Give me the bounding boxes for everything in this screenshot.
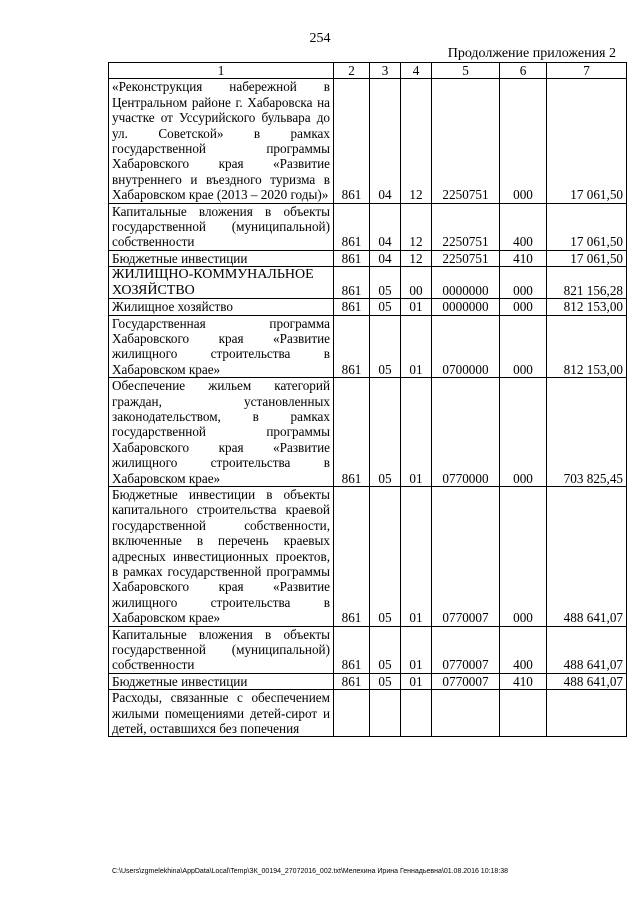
row-type: 410: [500, 250, 547, 266]
row-amount: 488 641,07: [547, 673, 627, 689]
row-type: 000: [500, 486, 547, 626]
row-subsection: 01: [401, 626, 432, 673]
table-header-row: [109, 63, 627, 79]
row-type: 400: [500, 203, 547, 250]
table-row: [109, 203, 627, 250]
table-row: [109, 626, 627, 673]
row-amount: 488 641,07: [547, 486, 627, 626]
table-row: [109, 673, 627, 689]
row-target: 2250751: [432, 250, 500, 266]
row-type: 000: [500, 378, 547, 487]
row-name: Расходы, связанные с обеспечением жилыми помещениями детей-сирот и детей, оставшихся без попечения: [109, 690, 334, 737]
row-code: 861: [334, 673, 370, 689]
row-target: 0770007: [432, 486, 500, 626]
table-row: [109, 79, 627, 203]
row-target: 0770007: [432, 673, 500, 689]
table-row: [109, 486, 627, 626]
row-type: 000: [500, 299, 547, 315]
header-cell: 4: [401, 63, 432, 79]
row-type: 410: [500, 673, 547, 689]
row-subsection: 12: [401, 79, 432, 203]
row-subsection: 01: [401, 673, 432, 689]
table-row: [109, 378, 627, 487]
row-subsection: 12: [401, 203, 432, 250]
row-subsection: 01: [401, 378, 432, 487]
row-section: 04: [370, 203, 401, 250]
row-amount: 17 061,50: [547, 250, 627, 266]
row-name: «Реконструкция набережной в Центральном районе г. Хабаровска на участке от Уссурийского бульвара до ул. Советской» в рамках государственной программы Хабаровского края «Развитие внутреннего и въездного туризма в Хабаровском крае (2013 – 2020 годы)»: [109, 79, 334, 203]
row-name: Государственная программа Хабаровского края «Развитие жилищного строительства в Хабаровском крае»: [109, 315, 334, 378]
row-code: 861: [334, 315, 370, 378]
row-target: 0000000: [432, 267, 500, 299]
row-code: 861: [334, 203, 370, 250]
header-cell: 7: [547, 63, 627, 79]
row-code: 861: [334, 250, 370, 266]
row-amount: 703 825,45: [547, 378, 627, 487]
row-section: 05: [370, 315, 401, 378]
row-target: 0770007: [432, 626, 500, 673]
header-cell: 1: [109, 63, 334, 79]
row-subsection: 01: [401, 486, 432, 626]
row-type: 000: [500, 79, 547, 203]
row-name: Жилищное хозяйство: [109, 299, 334, 315]
row-amount: 17 061,50: [547, 203, 627, 250]
row-code: [334, 690, 370, 737]
row-subsection: 01: [401, 299, 432, 315]
row-type: 400: [500, 626, 547, 673]
row-type: 000: [500, 267, 547, 299]
row-section: 04: [370, 250, 401, 266]
row-target: 0700000: [432, 315, 500, 378]
table-row: [109, 690, 627, 737]
table-row: [109, 250, 627, 266]
row-amount: 812 153,00: [547, 315, 627, 378]
row-target: 2250751: [432, 79, 500, 203]
header-cell: 2: [334, 63, 370, 79]
row-code: 861: [334, 378, 370, 487]
row-section: 05: [370, 267, 401, 299]
row-type: 000: [500, 315, 547, 378]
row-target: 2250751: [432, 203, 500, 250]
row-name: ЖИЛИЩНО-КОММУНАЛЬНОЕ ХОЗЯЙСТВО: [109, 267, 334, 299]
row-section: 05: [370, 673, 401, 689]
row-section: 04: [370, 79, 401, 203]
row-type: [500, 690, 547, 737]
budget-table: [108, 62, 627, 737]
row-code: 861: [334, 267, 370, 299]
row-target: [432, 690, 500, 737]
row-code: 861: [334, 79, 370, 203]
row-subsection: 01: [401, 315, 432, 378]
file-path-footer: C:\Users\zgmelekhina\AppData\Local\Temp\ЗК_00194_27072016_002.txt\Мелехина Ирина Геннадьевна\01.08.2016 10:18:38: [112, 868, 509, 875]
table-row: [109, 315, 627, 378]
row-name: Бюджетные инвестиции в объекты капитального строительства краевой государственной собственности, включенные в перечень краевых адресных инвестиционных проектов, в рамках государственной программы Хабаровского края «Развитие жилищного строительства в Хабаровском крае»: [109, 486, 334, 626]
row-subsection: 00: [401, 267, 432, 299]
row-amount: 488 641,07: [547, 626, 627, 673]
row-target: 0000000: [432, 299, 500, 315]
row-section: 05: [370, 378, 401, 487]
row-amount: 17 061,50: [547, 79, 627, 203]
row-section: 05: [370, 486, 401, 626]
header-cell: 6: [500, 63, 547, 79]
row-target: 0770000: [432, 378, 500, 487]
row-amount: 812 153,00: [547, 299, 627, 315]
row-code: 861: [334, 299, 370, 315]
row-name: Обеспечение жильем категорий граждан, установленных законодательством, в рамках государственной программы Хабаровского края «Развитие жилищного строительства в Хабаровском крае»: [109, 378, 334, 487]
row-name: Бюджетные инвестиции: [109, 250, 334, 266]
row-subsection: [401, 690, 432, 737]
row-amount: 821 156,28: [547, 267, 627, 299]
row-name: Капитальные вложения в объекты государственной (муниципальной) собственности: [109, 203, 334, 250]
row-amount: [547, 690, 627, 737]
row-section: 05: [370, 626, 401, 673]
row-code: 861: [334, 626, 370, 673]
row-subsection: 12: [401, 250, 432, 266]
continuation-label: Продолжение приложения 2: [447, 46, 616, 61]
row-section: [370, 690, 401, 737]
header-cell: 3: [370, 63, 401, 79]
table-row: [109, 267, 627, 299]
table-row: [109, 299, 627, 315]
row-code: 861: [334, 486, 370, 626]
row-name: Бюджетные инвестиции: [109, 673, 334, 689]
header-cell: 5: [432, 63, 500, 79]
row-name: Капитальные вложения в объекты государственной (муниципальной) собственности: [109, 626, 334, 673]
row-section: 05: [370, 299, 401, 315]
page-number: 254: [309, 31, 331, 46]
